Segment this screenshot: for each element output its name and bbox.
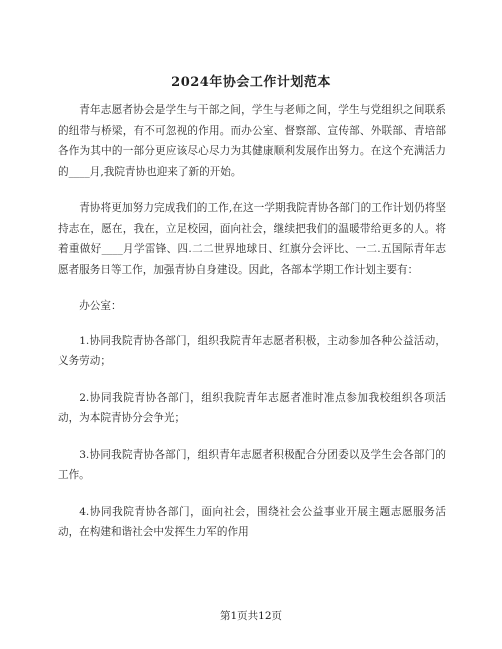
list-item: 2.协同我院青协各部门，组织我院青年志愿者准时准点参加我校组织各项活动，为本院青协分会争光；	[58, 391, 446, 424]
paragraph-plan: 青协将更加努力完成我们的工作,在这一学期我院青协各部门的工作计划仍将坚持志在，愿在，我在，立足校园，面向社会，继续把我们的温暖带给更多的人。将着重做好____月学雷锋、四.二二世界地球日、红旗分会评比、一二.五国际青年志愿者服务日等工作，加强青协自身建设。因此，各部本学期工作计划主要有：	[58, 202, 446, 276]
document-title: 2024年协会工作计划范本	[171, 75, 331, 90]
list-item: 3.协同我院青协各部门，组织青年志愿者积极配合分团委以及学生会各部门的工作。	[58, 448, 446, 481]
list-item: 1.协同我院青协各部门，组织我院青年志愿者积极，主动参加各种公益活动，义务劳动；	[58, 334, 446, 367]
paragraph-intro: 青年志愿者协会是学生与干部之间，学生与老师之间，学生与党组织之间联系的纽带与桥梁，有不可忽视的作用。而办公室、督察部、宣传部、外联部、青培部各作为其中的一部分更应该尽心尽力为其健康顺利发展作出努力。在这个充满活力的____月,我院青协也迎来了新的开始。	[58, 104, 446, 178]
page-number: 第1页共12页	[219, 610, 283, 622]
section-heading-office: 办公室：	[79, 300, 122, 312]
list-item: 4.协同我院青协各部门，面向社会，围绕社会公益事业开展主题志愿服务活动，在构建和谐社会中发挥生力军的作用	[58, 505, 446, 538]
document-body	[58, 100, 446, 559]
